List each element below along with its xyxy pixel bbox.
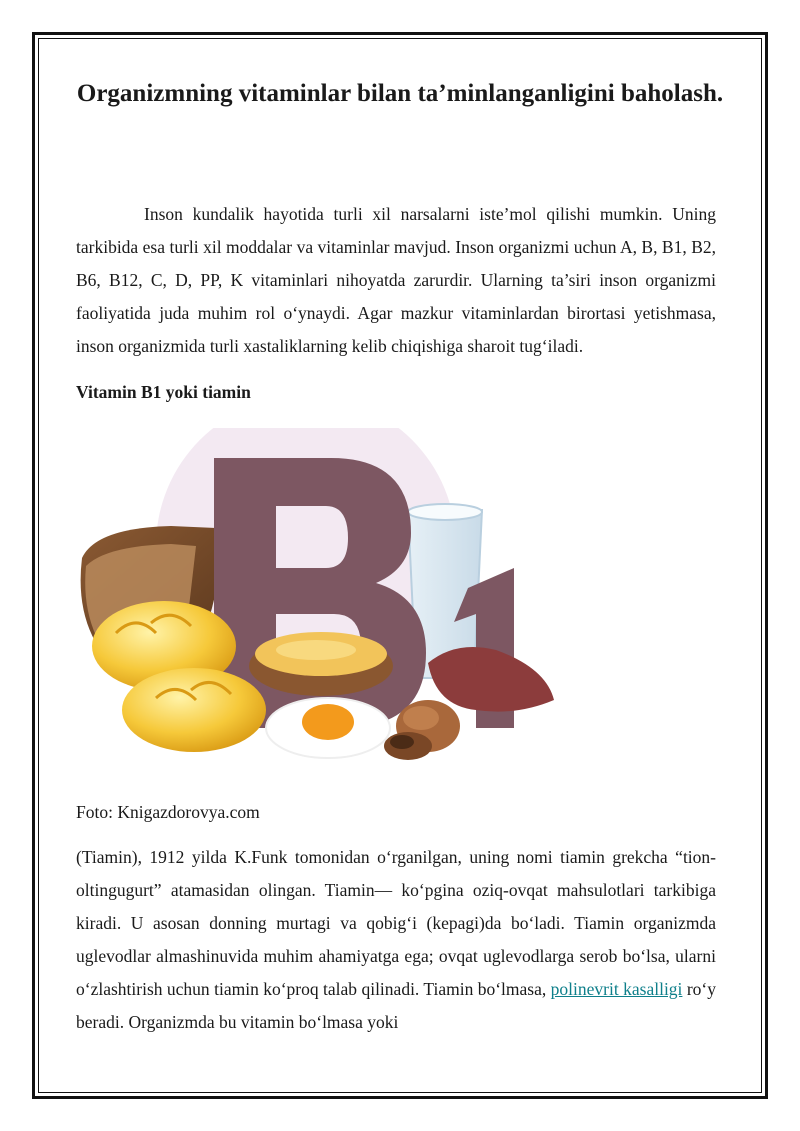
- section-heading: Vitamin B1 yoki tiamin: [76, 382, 251, 402]
- liver: [428, 647, 554, 712]
- bread-roll: [122, 668, 266, 752]
- polinevrit-link[interactable]: polinevrit kasalligi: [550, 979, 683, 999]
- body-text-start: (Tiamin), 1912 yilda K.Funk tomonidan o‘rganilgan, uning nomi tiamin grekcha “tion-oltingugurt” atamasidan olingan. Tiamin— ko‘pgina oziq-ovqat mahsulotlari tarkibiga kiradi. U asosan donning murtagi va qobig‘i (kepagi)da bo‘ladi. Tiamin organizmda uglevodlar almashinuvida muhim ahamiyatga ega; ovqat uglevodlarga serob bo‘lsa, ularni o‘zlashtirish uchun tiamin ko‘proq talab qilinadi. Tiamin bo‘lmasa,: [76, 847, 716, 999]
- vitamin-b1-illustration: [76, 428, 566, 773]
- body-text-end: ro‘y beradi. Organizmda bu vitamin bo‘lmasa yoki: [76, 979, 716, 1032]
- body-paragraph: [76, 841, 716, 1039]
- document-title: Organizmning vitaminlar bilan ta’minlanganligini baholash.: [76, 80, 724, 107]
- intro-paragraph: Inson kundalik hayotida turli xil narsalarni iste’mol qilishi mumkin. Uning tarkibida esa turli xil moddalar va vitaminlar mavjud. Inson organizmi uchun A, B, B1, B2, B6, B12, C, D, PP, K vitaminlari nihoyatda zarurdir. Ularning ta’siri inson organizmi faoliyatida juda muhim rol o‘ynaydi. Agar mazkur vitaminlardan birortasi yetishmasa, inson organizmida turli xastaliklarning kelib chiqishiga sharoit tug‘iladi.: [76, 204, 716, 356]
- image-caption: Foto: Knigazdorovya.com: [76, 802, 260, 822]
